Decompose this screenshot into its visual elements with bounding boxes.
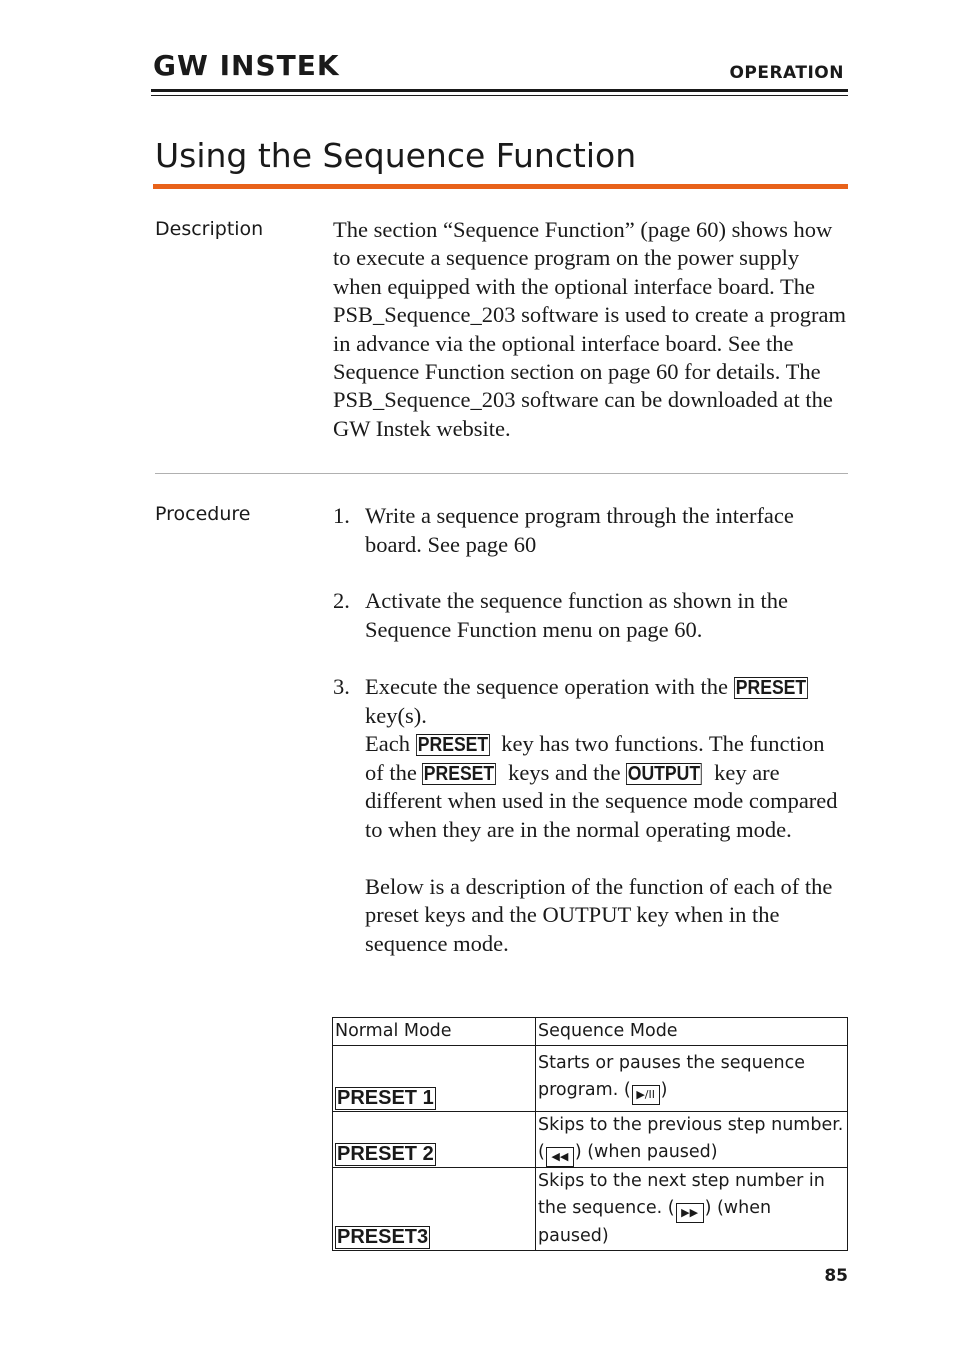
step-text: Write a sequence program through the interface board. See page 60 (365, 503, 794, 557)
row-text: Starts or pauses the sequence program. ( (538, 1053, 805, 1100)
section-header: OPERATION (729, 63, 844, 83)
table-key-cell (333, 1112, 536, 1168)
row-text: ) (660, 1080, 668, 1100)
fast-forward-icon: ▶▶ (676, 1203, 704, 1223)
table-header-row (333, 1018, 848, 1046)
table-header-normal: Normal Mode (333, 1018, 536, 1046)
header-rule-thin (151, 95, 848, 96)
play-pause-icon: ▶/II (632, 1085, 660, 1105)
row-text: ) (when paused) (538, 1198, 772, 1246)
table-key-cell (333, 1046, 536, 1112)
preset-key-label: PRESET (735, 677, 806, 699)
section-divider (155, 473, 848, 474)
step-text-part: keys and the (508, 759, 621, 785)
step-number: 2. (333, 588, 350, 613)
table-header-sequence: Sequence Mode (536, 1018, 848, 1046)
step-text-part: Below is a description of the function of each of the preset keys and the OUTPUT key when in the sequence mode. (365, 873, 833, 956)
step-text-part: key has two functions. The function of the (365, 731, 825, 785)
step-text-part: key(s). (365, 702, 427, 728)
mode-table (332, 1017, 848, 1251)
table-row (333, 1046, 848, 1112)
preset-key-label: PRESET (417, 734, 488, 756)
procedure-step-3 (333, 673, 848, 958)
row-text: Skips to the previous step number. ( (538, 1115, 844, 1162)
table-row (333, 1168, 848, 1251)
rewind-icon: ◀◀ (546, 1147, 574, 1167)
table-desc-cell (536, 1168, 848, 1251)
table-row (333, 1112, 848, 1168)
step-text-part: Each (365, 731, 410, 756)
description-text: The section “Sequence Function” (page 60) shows how to execute a sequence program on the power supply when equipped with the optional interface board. The PSB_Sequence_203 software is used to create a program in advance via the optional interface board. See the Sequence Function section on page 60 for details. The PSB_Sequence_203 software can be downloaded at the GW Instek website. (333, 217, 846, 441)
step-text: Activate the sequence function as shown in the Sequence Function menu on page 60. (365, 588, 788, 642)
procedure-step-2 (333, 587, 848, 644)
description-label: Description (155, 218, 264, 240)
page-title: Using the Sequence Function (155, 136, 637, 175)
row-text: ) (when paused) (574, 1142, 718, 1162)
table-desc-cell (536, 1112, 848, 1168)
gw-instek-logo: GW INSTEK (153, 49, 340, 82)
title-underline (153, 184, 848, 189)
preset-2-key: PRESET 2 (337, 1143, 434, 1165)
preset-1-key: PRESET 1 (337, 1087, 434, 1109)
preset-key-label: PRESET (424, 762, 495, 785)
row-text: Skips to the next step number in the sequence. ( (538, 1171, 825, 1218)
preset-3-key: PRESET3 (337, 1226, 429, 1248)
step-text-part: Execute the sequence operation with the (365, 674, 728, 699)
table-desc-cell (536, 1046, 848, 1112)
table-key-cell (333, 1168, 536, 1251)
step-text (365, 673, 848, 958)
page-number: 85 (824, 1266, 848, 1286)
procedure-label: Procedure (155, 503, 251, 525)
header-rule (151, 89, 848, 92)
step-number: 1. (333, 503, 350, 528)
procedure-step-1 (333, 502, 848, 559)
step-number: 3. (333, 674, 350, 699)
step-text-part: key are different when used in the sequence mode compared to when they are in the normal operating mode. (365, 759, 838, 842)
output-key-label: OUTPUT (627, 762, 701, 785)
